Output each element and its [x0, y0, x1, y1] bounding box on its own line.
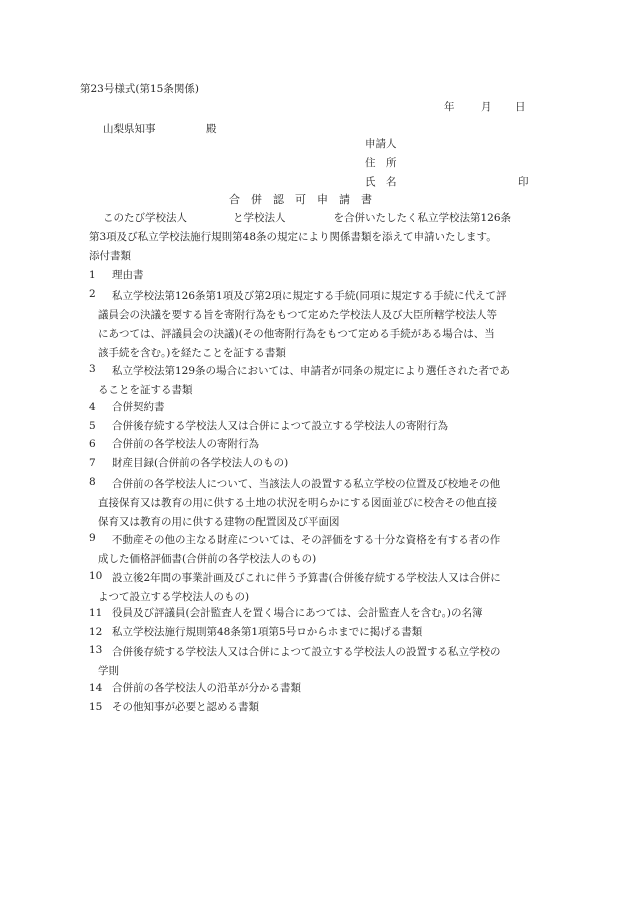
attachment-number: 3 [89, 363, 96, 375]
attachment-number: 13 [89, 644, 103, 656]
attachment-text: よつて設立する学校法人のもの) [98, 591, 250, 603]
intro-line-2: 第3項及び私立学校法施行規則第48条の規定により関係書類を添えて申請いたします。 [89, 231, 497, 243]
attachment-number: 12 [89, 626, 103, 638]
attachment-text: 財産目録(合併前の各学校法人のもの) [112, 457, 289, 469]
attachment-text: 保育又は教育の用に供する建物の配置図及び平面図 [98, 516, 340, 528]
attachment-number: 4 [89, 401, 96, 413]
applicant-label: 申請人 [365, 138, 397, 150]
date-day-label: 日 [515, 101, 526, 113]
attachment-text: 議員会の決議を要する旨を寄附行為をもつて定めた学校法人及び大臣所轄学校法人等 [98, 309, 497, 321]
seal-label: 印 [518, 176, 529, 188]
attachment-text: 合併前の各学校法人の沿革が分かる書類 [112, 682, 301, 694]
attachment-text: 合併前の各学校法人について、当該法人の設置する私立学校の位置及び校地その他 [112, 478, 501, 490]
attachment-text: 役員及び評議員(会計監査人を置く場合にあつては、会計監査人を含む。)の名簿 [112, 607, 483, 619]
attachment-number: 15 [89, 701, 103, 713]
intro-part-1: このたび学校法人 [103, 212, 187, 224]
attachment-number: 1 [89, 269, 96, 281]
form-number: 第23号様式(第15条関係) [80, 83, 199, 95]
attachment-text: ることを証する書類 [98, 384, 193, 396]
addressee-name: 山梨県知事 [103, 123, 156, 135]
attachment-text: 設立後2年間の事業計画及びこれに伴う予算書(合併後存続する学校法人又は合併に [112, 572, 501, 584]
attachment-number: 5 [89, 420, 96, 432]
attachment-text: 合併契約書 [112, 401, 165, 413]
attachment-text: 合併前の各学校法人の寄附行為 [112, 438, 259, 450]
intro-line-1 [103, 211, 511, 225]
attachment-text: にあつては、評議員会の決議)(その他寄附行為をもつて定める手続がある場合は、当 [98, 328, 495, 340]
attachment-text: 私立学校法施行規則第48条第1項第5号ロからホまでに掲げる書類 [112, 626, 423, 638]
attachment-text: 私立学校法第126条第1項及び第2項に規定する手続(同項に規定する手続に代えて評 [112, 290, 507, 302]
date-month-label: 月 [481, 101, 492, 113]
attachment-number: 8 [89, 476, 96, 488]
attachment-text: 学則 [98, 665, 119, 677]
attachment-text: 該手続を含む。)を経たことを証する書類 [98, 347, 286, 359]
intro-part-2: と学校法人 [233, 212, 286, 224]
attachment-number: 10 [89, 570, 103, 582]
attachment-text: 合併後存続する学校法人又は合併によつて設立する学校法人の寄附行為 [112, 420, 448, 432]
attachment-text: 理由書 [112, 269, 144, 281]
attachments-heading: 添付書類 [89, 250, 131, 262]
attachment-number: 2 [89, 288, 96, 300]
date-year-label: 年 [444, 101, 455, 113]
attachment-text: その他知事が必要と認める書類 [112, 701, 259, 713]
attachment-text: 合併後存続する学校法人又は合併によつて設立する学校法人の設置する私立学校の [112, 646, 501, 658]
attachment-number: 14 [89, 682, 103, 694]
applicant-name-label: 氏 名 [365, 176, 397, 188]
intro-part-3: を合併いたしたく私立学校法第126条 [333, 212, 512, 224]
attachment-text: 不動産その他の主なる財産については、その評価をする十分な資格を有する者の作 [112, 534, 501, 546]
attachment-text: 直接保育又は教育の用に供する土地の状況を明らかにする図面並びに校舎その他直接 [98, 497, 497, 509]
attachment-number: 11 [89, 607, 103, 619]
attachment-number: 9 [89, 532, 96, 544]
applicant-address-label: 住 所 [365, 157, 397, 169]
attachment-number: 6 [89, 438, 96, 450]
attachment-text: 私立学校法第129条の場合においては、申請者が同条の規定により選任された者であ [112, 365, 511, 377]
document-title: 合 併 認 可 申 請 書 [229, 193, 372, 206]
addressee-honorific: 殿 [206, 123, 217, 135]
attachment-number: 7 [89, 457, 96, 469]
attachment-text: 成した価格評価書(合併前の各学校法人のもの) [98, 553, 317, 565]
